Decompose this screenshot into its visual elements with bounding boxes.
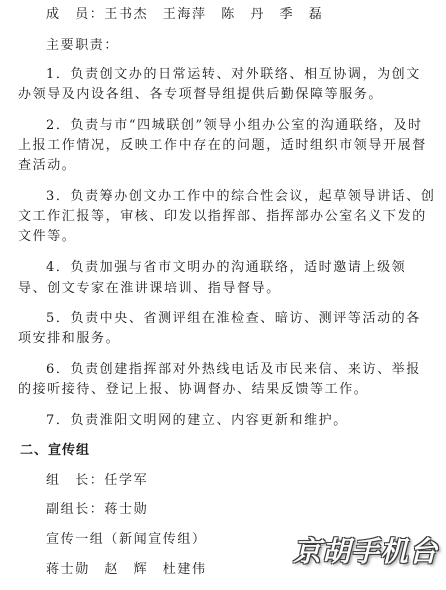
duty-1-line-2: 办领导及内设各组、各专项督导组提供后勤保障等服务。 [18,87,384,102]
group-leader-line: 组 长：任学军 [46,473,149,488]
duty-3-line-1: 3．负责筹办创文办工作中的综合性会议，起草领导讲话、创 [46,189,436,204]
duty-3-line-3: 文件等。 [18,229,77,244]
duty-2-line-1: 2．负责与市“四城联创”领导小组办公室的沟通联络，及时 [46,118,423,133]
section-heading-publicity: 二、宣传组 [20,443,91,458]
duty-1-line-1: 1．负责创文办的日常运转、对外联络、相互协调，为创文 [46,67,421,82]
duty-4-line-2: 导、创文专家在淮讲课培训、指导督导。 [18,281,281,296]
members-line: 成 员：王书杰 王海萍 陈 丹 季 磊 [46,7,324,22]
subgroup-members: 蒋士勋 赵 辉 杜建伟 [46,562,207,577]
duty-7-line-1: 7．负责淮阳文明网的建立、内容更新和维护。 [46,413,348,428]
duty-2-line-2: 上报工作情况，反映工作中存在的问题，适时组织市领导开展督 [18,138,427,153]
watermark-logo: 京胡手机台 [292,535,438,568]
duty-3-line-2: 文工作汇报等，审核、印发以指挥部、指挥部办公室名义下发的 [18,209,427,224]
duty-2-line-3: 查活动。 [18,158,77,173]
duty-6-line-2: 的接听接待、登记上报、协调督办、结果反馈等工作。 [18,382,369,397]
duties-heading: 主要职责： [46,38,120,53]
duty-4-line-1: 4．负责加强与省市文明办的沟通联络，适时邀请上级领 [46,260,407,275]
duty-6-line-1: 6．负责创建指挥部对外热线电话及市民来信、来访、举报 [46,362,421,377]
subgroup-title: 宣传一组（新闻宣传组） [46,532,207,547]
duty-5-line-2: 项安排和服务。 [18,331,121,346]
duty-5-line-1: 5．负责中央、省测评组在淮检查、暗访、测评等活动的各 [46,311,421,326]
deputy-leader-line: 副组长：蒋士勋 [46,502,149,517]
